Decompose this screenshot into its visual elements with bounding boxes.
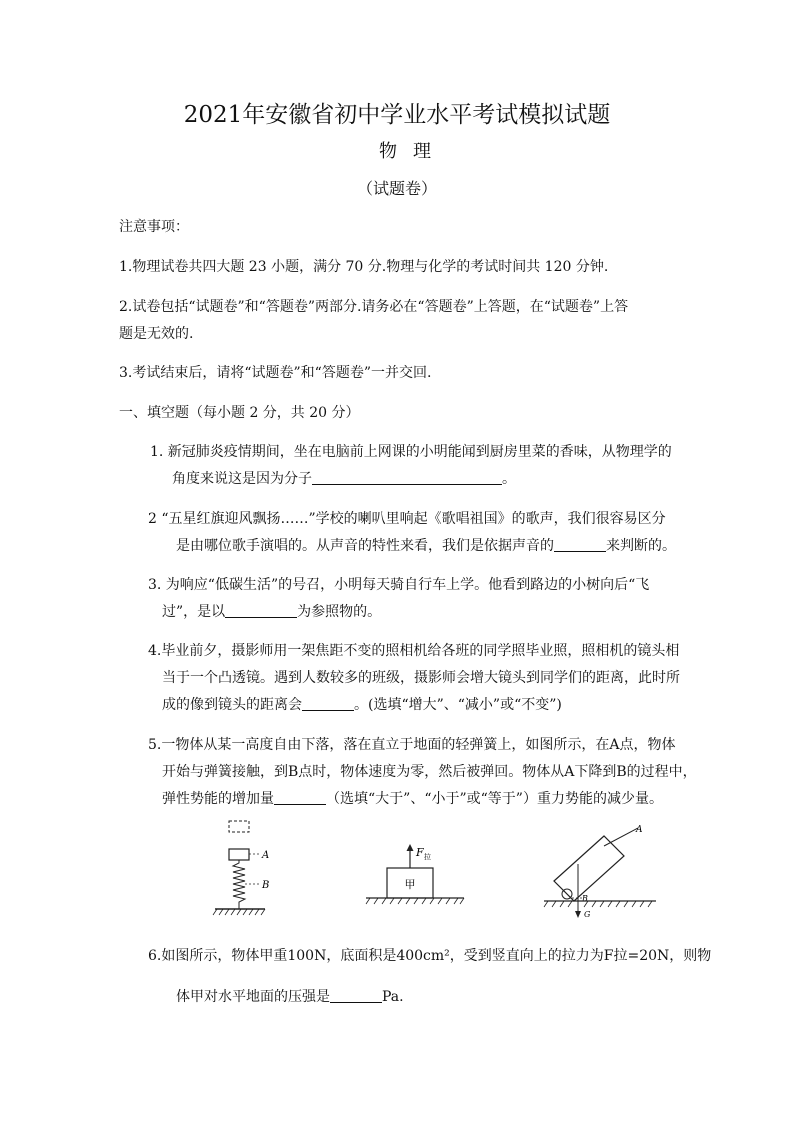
- q4-line-1: 4.毕业前夕，摄影师用一架焦距不变的照相机给各班的同学照毕业照，照相机的镜头相: [148, 643, 680, 659]
- q4-answer-blank: [302, 696, 354, 711]
- block-figure: [360, 838, 470, 913]
- notes-item-1: 1.物理试卷共四大题 23 小题，满分 70 分.物理与化学的考试时间共 120 分钟.: [119, 259, 609, 275]
- force-label: F: [416, 846, 424, 859]
- q4-text-before-blank: 成的像到镜头的距离会: [162, 697, 302, 713]
- block-label: 甲: [404, 878, 416, 891]
- q4-text-after-blank: 。(选填“增大”、“减小”或“不变”): [354, 697, 562, 713]
- incline-label-a: A: [636, 825, 643, 835]
- q6-answer-blank: [330, 988, 382, 1003]
- ground-hatching: [366, 898, 464, 904]
- paper-title: 2021年安徽省初中学业水平考试模拟试题: [183, 102, 611, 128]
- rope-line: [604, 828, 638, 846]
- q1-text-before-blank: 角度来说这是因为分子: [172, 471, 312, 487]
- paper-type: （试题卷）: [356, 179, 437, 198]
- notes-heading: 注意事项：: [119, 219, 189, 235]
- q3-line-2: [162, 601, 381, 621]
- incline-label-b: B: [582, 894, 588, 903]
- q6-text-after-blank: Pa.: [382, 989, 404, 1005]
- section-1-heading: 一、填空题（每小题 2 分，共 20 分）: [119, 405, 360, 421]
- q2-text-after-blank: 来判断的。: [606, 538, 676, 554]
- q3-text-after-blank: 为参照物的。: [297, 604, 382, 620]
- q6-line-2: [176, 986, 404, 1006]
- notes-item-2-line-2: 题是无效的.: [119, 326, 194, 342]
- q2-line-1: 2 “五星红旗迎风飘扬……”学校的喇叭里响起《歌唱祖国》的歌声，我们很容易区分: [148, 511, 666, 527]
- spring-label-b: B: [262, 880, 270, 891]
- notes-item-3: 3.考试结束后，请将“试题卷”和“答题卷”一并交回.: [119, 365, 432, 381]
- q1-line-1: 1. 新冠肺炎疫情期间，坐在电脑前上网课的小明能闻到厨房里菜的香味，从物理学的: [150, 444, 672, 460]
- tilted-board: [554, 836, 624, 901]
- dashed-object-outline: [229, 821, 249, 832]
- force-label-subscript: 拉: [424, 853, 431, 861]
- q3-text-before-blank: 过”，是以: [162, 604, 226, 620]
- ground-hatching: [213, 909, 265, 915]
- q1-text-after-blank: 。: [502, 471, 516, 487]
- q6-line-1: 6.如图所示，物体甲重100N，底面积是400cm²，受到竖直向上的拉力为F拉=20N，则物: [148, 948, 712, 964]
- spring: [233, 860, 245, 909]
- ground-hatching: [544, 901, 652, 907]
- q5-line-1: 5.一物体从某一高度自由下落，落在直立于地面的轻弹簧上，如图所示，在A点，物体: [148, 737, 676, 753]
- q2-answer-blank: [554, 537, 606, 552]
- q4-line-3: [162, 694, 562, 714]
- q1-answer-blank: [312, 470, 502, 485]
- q3-line-1: 3. 为响应“低碳生活”的号召，小明每天骑自行车上学。他看到路边的小树向后“飞: [148, 577, 650, 593]
- q5-line-2: 开始与弹簧接触，到B点时，物体速度为零，然后被弹回。物体从A下降到B的过程中，: [162, 764, 697, 780]
- spring-label-a: A: [262, 850, 270, 861]
- falling-object: [229, 849, 249, 860]
- spring-figure: [205, 817, 295, 922]
- q6-text-before-blank: 体甲对水平地面的压强是: [176, 989, 330, 1005]
- incline-figure: [540, 818, 660, 923]
- q2-line-2: [176, 535, 676, 555]
- subject-title: 物理: [379, 141, 447, 162]
- q5-answer-blank: [274, 790, 326, 805]
- q4-line-2: 当于一个凸透镜。遇到人数较多的班级，摄影师会增大镜头到同学们的距离，此时所: [162, 670, 680, 686]
- q2-text-before-blank: 是由哪位歌手演唱的。从声音的特性来看，我们是依据声音的: [176, 538, 554, 554]
- notes-item-2-line-1: 2.试卷包括“试题卷”和“答题卷”两部分.请务必在“答题卷”上答题，在“试题卷”上答: [119, 299, 629, 315]
- q1-line-2: [172, 468, 516, 488]
- q3-answer-blank: [225, 603, 297, 618]
- incline-label-g: G: [584, 910, 591, 919]
- q5-text-before-blank: 弹性势能的增加量: [162, 791, 274, 807]
- q5-line-3: [162, 788, 663, 808]
- q5-text-after-blank: （选填“大于”、“小于”或“等于”）重力势能的减少量。: [326, 791, 663, 807]
